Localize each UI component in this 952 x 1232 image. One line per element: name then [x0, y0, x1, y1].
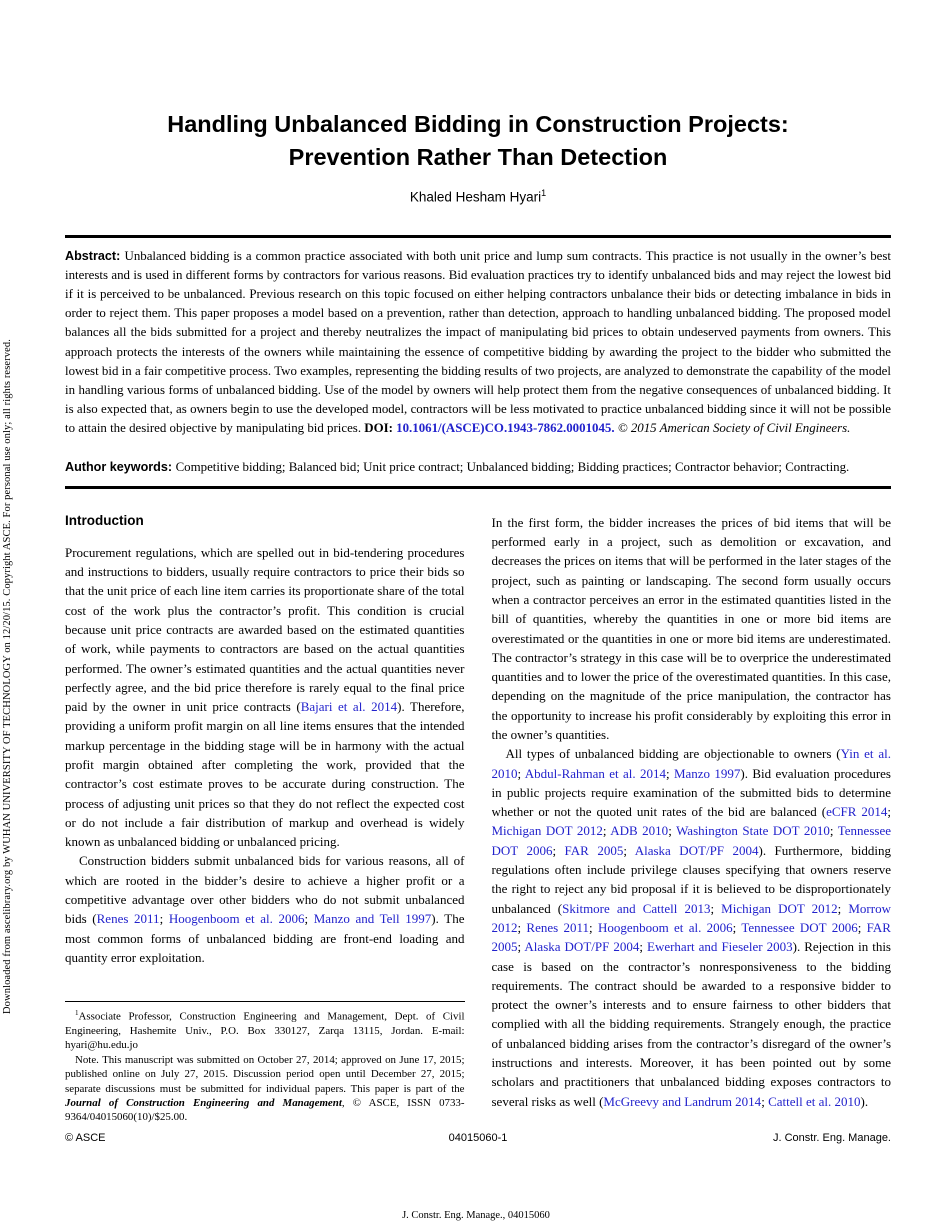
footnote-affiliation [65, 1006, 465, 1053]
text-segment: Associate Professor, Construction Engineering and Management, Dept. of Civil Engineering, Hashemite Univ., P.O. Box 330127, Zarqa 13115, Jordan. E-mail: hyari@hu.edu.jo [65, 1010, 465, 1052]
paper-title-line-1: Handling Unbalanced Bidding in Construction Projects: [167, 111, 789, 137]
text-segment: ). Therefore, providing a uniform profit margin on all line items ensures that the intended markup percentage in the bidding stage will be in harmony with the actual profit margin obtained after completing the work, provided that the contractor’s cost estimate proves to be accurate during construction. The process of adjusting unit prices so that they do not reflect the expected cost or do not include a fair distribution of markup and overhead is widely known as unbalanced bidding or unbalanced pricing. [65, 699, 465, 850]
citation-link[interactable]: Manzo and Tell 1997 [313, 911, 432, 927]
text-segment: All types of unbalanced bidding are objectionable to owners ( [505, 746, 841, 762]
author-keywords-paragraph [65, 458, 891, 477]
paper-title [65, 0, 891, 174]
citation-link[interactable]: Washington State DOT 2010 [676, 823, 830, 839]
intro-paragraph-4 [492, 744, 892, 1111]
citation-link[interactable]: Bajari et al. 2014 [300, 699, 398, 715]
citation-link[interactable]: Alaska DOT/PF 2004 [634, 842, 759, 858]
citation-link[interactable]: Manzo 1997 [673, 765, 741, 781]
text-segment: ; [517, 919, 527, 935]
footnote-manuscript-note [65, 1053, 465, 1125]
text-segment: ; [732, 919, 742, 935]
abstract-top-rule [65, 235, 891, 238]
citation-link[interactable]: ADB 2010 [610, 823, 669, 839]
text-segment: Note. This manuscript was submitted on October 27, 2014; approved on June 17, 2015; published online on July 27, 2015. Discussion period open until December 27, 2015; separate discussions must be submitted for individual papers. This paper is part of the [65, 1053, 465, 1095]
text-segment: ; [668, 823, 677, 839]
citation-link[interactable]: Renes 2011 [526, 919, 590, 935]
text-segment: ; [710, 900, 722, 916]
citation-link[interactable]: Michigan DOT 2012 [721, 900, 838, 916]
bottom-citation-line: J. Constr. Eng. Manage., 04015060 [402, 1210, 550, 1221]
author-line [65, 188, 891, 205]
left-column [65, 513, 465, 1125]
citation-link[interactable]: McGreevy and Landrum 2014 [603, 1093, 762, 1109]
text-segment: ; [639, 939, 647, 955]
text-segment: Competitive bidding; Balanced bid; Unit price contract; Unbalanced bidding; Bidding practices; Contractor behavior; Contracting. [175, 459, 850, 474]
author-name: Khaled Hesham Hyari [409, 189, 542, 205]
citation-link[interactable]: 10.1061/(ASCE)CO.1943-7862.0001045. [396, 421, 615, 436]
text-segment: ). [860, 1093, 869, 1109]
introduction-heading: Introduction [65, 512, 144, 528]
citation-link[interactable]: Alaska DOT/PF 2004 [524, 939, 640, 955]
text-segment: Journal of Construction Engineering and Management [65, 1096, 342, 1109]
text-segment: ; [887, 804, 891, 820]
text-segment: ; [517, 939, 525, 955]
text-segment: ; [857, 919, 867, 935]
footer-copyright: © ASCE [65, 1131, 106, 1144]
text-segment: ; [829, 823, 838, 839]
text-segment: ; [517, 765, 525, 781]
citation-link[interactable]: Abdul-Rahman et al. 2014 [524, 765, 666, 781]
text-segment: Author keywords: [65, 459, 176, 474]
intro-paragraph-1 [65, 543, 465, 852]
author-affiliation-superscript: 1 [541, 188, 547, 198]
text-segment: ). The most common forms of unbalanced bidding are front-end loading and quantity error exploitation. [65, 911, 465, 965]
text-segment: ). Bid evaluation procedures in public projects require examination of the submitted bids to determine whether or not the quoted unit rates of the bid are balanced ( [491, 765, 891, 820]
text-segment: ; [589, 919, 598, 935]
text-segment: Construction bidders submit unbalanced bids for various reasons, all of which are rooted in the bidder’s desire to achieve a higher profit or a competitive advantage over other bidders who do not submit unbalanced bids ( [65, 853, 465, 927]
page-footer [65, 1132, 891, 1144]
right-column [492, 513, 892, 1125]
paper-title-line-2: Prevention Rather Than Detection [288, 144, 668, 170]
citation-link[interactable]: Tennessee DOT 2006 [741, 919, 858, 935]
text-segment: 1 [75, 1008, 79, 1017]
abstract-paragraph [65, 247, 891, 439]
citation-link[interactable]: Hoogenboom et al. 2006 [168, 911, 305, 927]
citation-link[interactable]: Renes 2011 [96, 911, 160, 927]
footer-journal-abbrev: J. Constr. Eng. Manage. [772, 1131, 891, 1144]
citation-link[interactable]: FAR 2005 [491, 919, 891, 955]
text-segment: ). Furthermore, bidding regulations often include privilege clauses specifying that owners reserve the right to reject any bid proposal if it is believed to be disproportionately unbalanced ( [491, 842, 891, 916]
citation-link[interactable]: Tennessee DOT 2006 [491, 823, 891, 858]
footnote-block [65, 1001, 465, 1125]
download-watermark-text: Downloaded from ascelibrary.org by WUHAN UNIVERSITY OF TECHNOLOGY on 12/20/15. Copyright ASCE. For personal use only; all rights reserved. [2, 339, 13, 1014]
text-segment: ; [837, 900, 849, 916]
text-segment: ; [159, 911, 169, 927]
citation-link[interactable]: Yin et al. 2010 [491, 746, 891, 781]
intro-paragraph-2 [65, 851, 465, 967]
citation-link[interactable]: Cattell et al. 2010 [768, 1093, 861, 1109]
keywords-bottom-rule [65, 486, 891, 489]
text-segment: ). Rejection in this case is based on the contractor’s nonresponsiveness to the bidding requirements. The contract should be awarded to a responsive bidder to protect the owner’s interests and to ensure fairness to other bidders that complied with all the bidding requirements. Strangely enough, the practice of unbalanced bidding arises from the contractor’s disregard of the owner’s instructions and interests. Moreover, it has been pointed out by some scholars and practitioners that unbalanced bidding exposes contractors to several risks as well ( [491, 939, 891, 1109]
citation-link[interactable]: Ewerhart and Fieseler 2003 [647, 939, 793, 955]
text-segment: ; [623, 842, 635, 858]
text-segment: ; [304, 911, 314, 927]
text-segment: DOI: [364, 421, 397, 436]
text-segment: , © ASCE, ISSN 0733-9364/04015060(10)/$25.00. [65, 1096, 465, 1124]
text-segment: Procurement regulations, which are spelled out in bid-tendering procedures and instructions to bidders, usually require contractors to price their bids so that the unit price of each line item carries its proportionate share of the total cost of the work plus the contractor’s profit. This condition is crucial because unit price contracts are awarded based on the estimated quantities of work, while payments to contractors are based on the actual quantities performed. The owner’s estimated quantities and the actual quantities never perfectly agree, and the bid price therefore is rarely equal to the final price paid by the owner in unit price contracts ( [65, 544, 465, 715]
citation-link[interactable]: Michigan DOT 2012 [491, 823, 603, 839]
text-segment: Abstract: [65, 248, 125, 263]
intro-paragraph-3 [492, 513, 892, 745]
citation-link[interactable]: Morrow 2012 [491, 900, 891, 935]
two-column-body [65, 513, 891, 1125]
text-segment: ; [602, 823, 611, 839]
citation-link[interactable]: Skitmore and Cattell 2013 [562, 900, 711, 916]
text-segment: © 2015 American Society of Civil Engineers. [614, 421, 851, 436]
footer-page-number: 04015060-1 [448, 1131, 508, 1144]
citation-link[interactable]: Hoogenboom et al. 2006 [597, 919, 733, 935]
citation-link[interactable]: eCFR 2014 [826, 804, 888, 820]
paper-page [65, 0, 891, 1144]
text-segment: In the first form, the bidder increases the prices of bid items that will be performed early in a project, such as demolition or excavation, and decreases the prices on items that will be performed in the later stages of the project, such as painting or landscaping. The second form usually occurs when a contractor perceives an error in the estimated quantities listed in the bill of quantities, whereby the quantities in one or more bid items are overestimated or the quantities in one or more bid items are underestimated. The contractor’s strategy in this case will be to overprice the underestimated quantities and to lower the price of the overestimated quantities. In this case, depending on the magnitude of the price manipulation, the contractor has the opportunity to increase his profit considerably by exploiting this error in the owner’s quantities. [491, 514, 891, 742]
text-segment: ; [761, 1093, 769, 1109]
text-segment: ; [665, 765, 674, 781]
text-segment: ; [552, 842, 565, 858]
text-segment: Unbalanced bidding is a common practice associated with both unit price and lump sum contracts. This practice is not usually in the owner’s best interests and is used in different forms by contractors for various reasons. Bid evaluation practices try to identify unbalanced bids and may reject the lowest bid if it is perceived to be unbalanced. Previous research on this topic focused on either helping contractors unbalance their bids or detecting imbalance in bids in order to reject them. This paper proposes a model based on a prevention, rather than detection, approach to handling unbalanced bidding. The proposed model balances all the bids submitted for a project and thereby neutralizes the impact of manipulating bid prices to obtain undeserved payments from owners. This approach protects the interests of the owners while maintaining the essence of competitive bidding by awarding the project to the bidder who submitted the lowest bid in a fair competitive process. Two examples, representing the bidding results of two projects, are analyzed to demonstrate the capability of the model in handling various forms of unbalanced bidding. Use of the model by owners will help protect them from the negative consequences of unbalanced bidding. It is also expected that, as owners begin to use the developed model, contractors will be less motivated to practice unbalanced bidding since it will not be possible to attain the desired objective by manipulating bid prices. [65, 248, 892, 436]
citation-link[interactable]: FAR 2005 [564, 842, 624, 858]
